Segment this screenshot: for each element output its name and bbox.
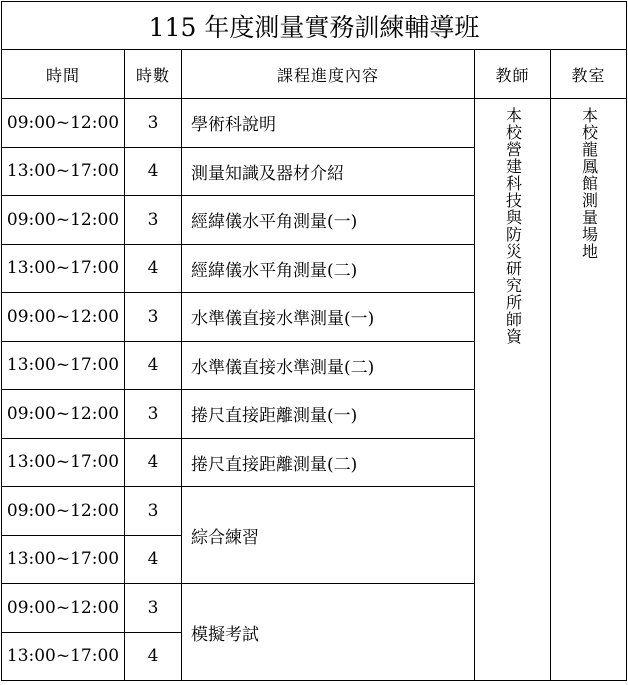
course-cell: 經緯儀水平角測量(一) [182,196,475,245]
course-cell: 模擬考試 [182,584,475,681]
course-cell: 經緯儀水平角測量(二) [182,244,475,293]
table-row [2,99,627,148]
header-time: 時間 [2,50,125,99]
header-classroom: 教室 [551,50,627,99]
table-title: 115 年度測量實務訓練輔導班 [2,2,627,50]
time-cell: 13:00~17:00 [2,147,125,196]
classroom-cell [551,99,627,681]
course-cell: 捲尺直接距離測量(一) [182,390,475,439]
schedule-table [1,1,627,681]
course-cell: 水準儀直接水準測量(二) [182,341,475,390]
hours-cell: 4 [125,438,182,487]
hours-cell: 3 [125,196,182,245]
hours-cell: 3 [125,584,182,633]
time-cell: 13:00~17:00 [2,535,125,584]
course-cell: 水準儀直接水準測量(一) [182,293,475,342]
header-hours: 時數 [125,50,182,99]
time-cell: 13:00~17:00 [2,632,125,681]
course-cell: 捲尺直接距離測量(二) [182,438,475,487]
hours-cell: 3 [125,293,182,342]
hours-cell: 4 [125,632,182,681]
course-cell: 學術科說明 [182,99,475,148]
hours-cell: 4 [125,535,182,584]
time-cell: 09:00~12:00 [2,390,125,439]
time-cell: 09:00~12:00 [2,584,125,633]
hours-cell: 3 [125,390,182,439]
time-cell: 09:00~12:00 [2,196,125,245]
hours-cell: 4 [125,244,182,293]
time-cell: 09:00~12:00 [2,99,125,148]
time-cell: 13:00~17:00 [2,341,125,390]
teacher-text: 本校營建科技與防災研究所師資 [503,107,523,345]
teacher-cell [475,99,551,681]
hours-cell: 3 [125,487,182,536]
time-cell: 13:00~17:00 [2,438,125,487]
header-teacher: 教師 [475,50,551,99]
classroom-text: 本校龍鳳館測量場地 [579,107,599,260]
hours-cell: 4 [125,341,182,390]
time-cell: 09:00~12:00 [2,293,125,342]
header-course: 課程進度內容 [182,50,475,99]
time-cell: 13:00~17:00 [2,244,125,293]
hours-cell: 4 [125,147,182,196]
hours-cell: 3 [125,99,182,148]
course-cell: 綜合練習 [182,487,475,584]
course-cell: 測量知識及器材介紹 [182,147,475,196]
time-cell: 09:00~12:00 [2,487,125,536]
